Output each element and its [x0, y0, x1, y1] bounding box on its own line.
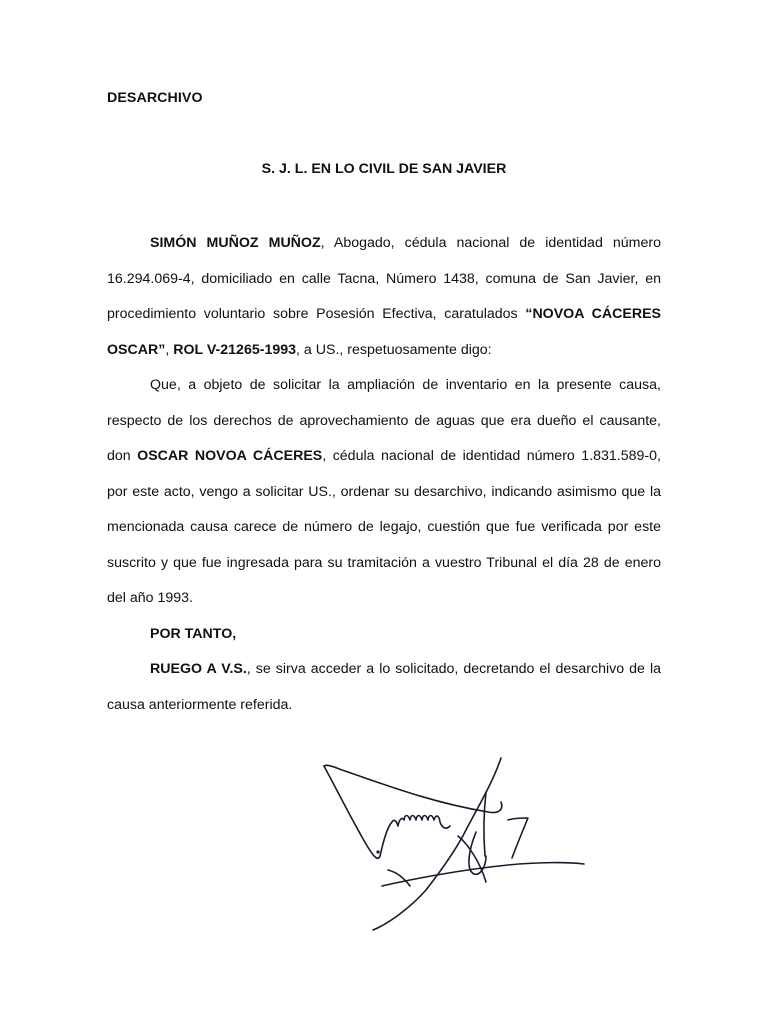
signature-icon — [318, 752, 598, 932]
paragraph-request — [107, 368, 661, 617]
ruego-label: RUEGO A V.S. — [150, 661, 247, 677]
document-heading: DESARCHIVO — [107, 90, 203, 106]
case-title: “NOVOA CÁCERES OSCAR” — [107, 306, 661, 358]
paragraph-presentation-text: , Abogado, cédula nacional de identidad número 16.294.069-4, domiciliado en calle Tacna, Número 1438, comuna de San Javier, en procedimiento voluntario sobre Posesión Efectiva, caratulados — [107, 235, 661, 322]
court-name: S. J. L. EN LO CIVIL DE SAN JAVIER — [261, 161, 507, 177]
paragraph-presentation — [107, 226, 661, 368]
deceased-name: OSCAR NOVOA CÁCERES — [137, 448, 323, 464]
court-addressee — [0, 161, 768, 177]
paragraph-request-text: Que, a objeto de solicitar la ampliación de inventario en la presente causa, respecto de los derechos de aprovechamiento de aguas que era dueño el causante, don — [107, 377, 661, 464]
por-tanto-label: POR TANTO, — [150, 625, 237, 642]
lawyer-name: SIMÓN MUÑOZ MUÑOZ — [150, 235, 321, 251]
separator-text: , — [165, 341, 174, 358]
por-tanto — [107, 617, 661, 653]
paragraph-petition-text: , se sirva acceder a lo solicitado, decretando el desarchivo de la causa anteriormente referida. — [107, 661, 661, 713]
paragraph-presentation-closing: , a US., respetuosamente digo: — [296, 341, 492, 358]
document-body — [107, 226, 661, 723]
case-rol: ROL V-21265-1993 — [173, 341, 297, 358]
paragraph-request-continuation: , cédula nacional de identidad número 1.831.589-0, por este acto, vengo a solicitar US., ordenar su desarchivo, indicando asimismo que la mencionada causa carece de número de legajo, cuestión que fue verificada por este suscrito y que fue ingresada para su tramitación a vuestro Tribunal el día 28 de enero del año 1993. — [107, 448, 661, 606]
paragraph-petition — [107, 652, 661, 723]
